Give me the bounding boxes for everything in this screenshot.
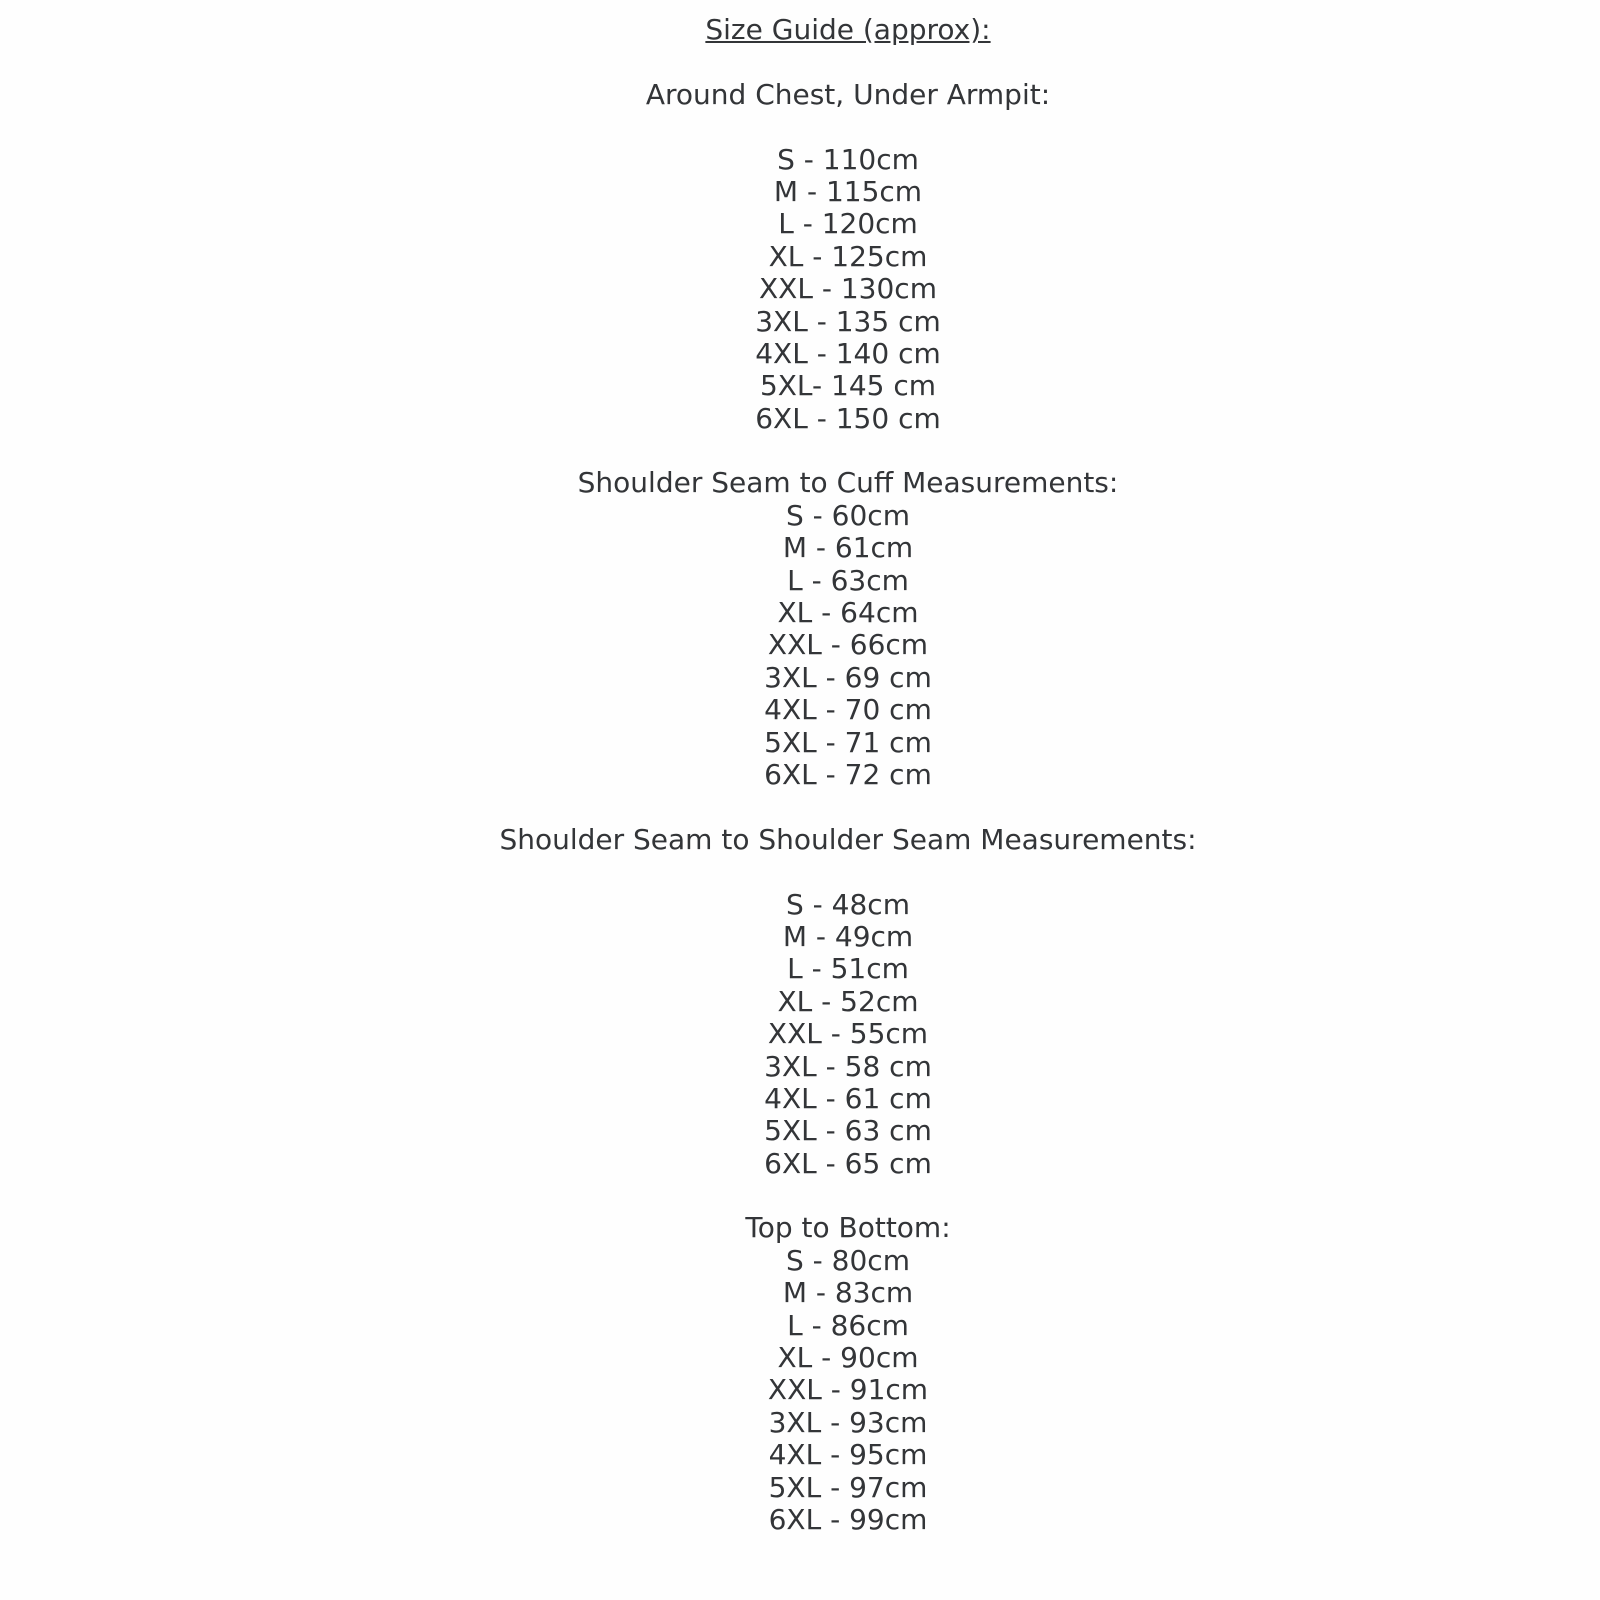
size-row: 6XL - 150 cm	[755, 401, 941, 435]
size-row: 4XL - 61 cm	[764, 1081, 932, 1115]
size-row: L - 86cm	[787, 1308, 909, 1342]
size-row: 5XL- 145 cm	[759, 369, 937, 403]
size-row: L - 63cm	[787, 563, 909, 597]
size-row: L - 120cm	[778, 207, 918, 241]
size-row: 6XL - 65 cm	[764, 1146, 932, 1180]
section-shoulder-to-cuff	[96, 467, 1600, 791]
size-row: XL - 52cm	[777, 984, 919, 1018]
size-row: S - 48cm	[786, 887, 910, 921]
size-row: XL - 125cm	[768, 239, 928, 273]
size-row: S - 60cm	[786, 498, 910, 532]
size-row: XXL - 66cm	[767, 628, 929, 662]
size-row: 3XL - 93cm	[768, 1405, 928, 1439]
size-row: 3XL - 135 cm	[755, 304, 941, 338]
size-row: 5XL - 63 cm	[764, 1114, 932, 1148]
size-row: XXL - 130cm	[759, 272, 937, 306]
size-row: XXL - 55cm	[767, 1017, 929, 1051]
blank-line	[96, 111, 1600, 143]
size-row: 4XL - 70 cm	[764, 693, 932, 727]
size-row: 4XL - 95cm	[768, 1438, 928, 1472]
size-row: 5XL - 71 cm	[764, 725, 932, 759]
size-row: 5XL - 97cm	[768, 1470, 928, 1504]
section-heading: Top to Bottom:	[745, 1211, 951, 1245]
size-row: 6XL - 99cm	[768, 1502, 928, 1536]
size-row: S - 80cm	[786, 1243, 910, 1277]
size-row: L - 51cm	[787, 952, 909, 986]
size-row: M - 115cm	[773, 174, 923, 208]
blank-line	[96, 435, 1600, 467]
size-row: 6XL - 72 cm	[764, 757, 932, 791]
size-row: M - 83cm	[782, 1276, 914, 1310]
section-shoulder-to-shoulder	[96, 824, 1600, 1180]
blank-line	[96, 1180, 1600, 1212]
size-row: XXL - 91cm	[767, 1373, 929, 1407]
blank-line	[96, 791, 1600, 823]
size-row: XL - 64cm	[777, 596, 919, 630]
size-row: 3XL - 69 cm	[764, 660, 932, 694]
blank-line	[96, 856, 1600, 888]
section-heading: Around Chest, Under Armpit:	[645, 77, 1051, 111]
size-row: 3XL - 58 cm	[764, 1049, 932, 1083]
section-top-to-bottom	[96, 1212, 1600, 1536]
size-row: 4XL - 140 cm	[755, 336, 941, 370]
size-row: XL - 90cm	[777, 1341, 919, 1375]
section-heading: Shoulder Seam to Shoulder Seam Measurements:	[499, 822, 1197, 856]
page-title: Size Guide (approx):	[705, 13, 991, 46]
section-around-chest	[96, 79, 1600, 435]
section-heading: Shoulder Seam to Cuff Measurements:	[577, 466, 1119, 500]
blank-line	[96, 46, 1600, 78]
size-row: S - 110cm	[777, 142, 919, 176]
size-guide-content	[96, 14, 1600, 1536]
size-row: M - 61cm	[782, 531, 914, 565]
size-row: M - 49cm	[782, 919, 914, 953]
